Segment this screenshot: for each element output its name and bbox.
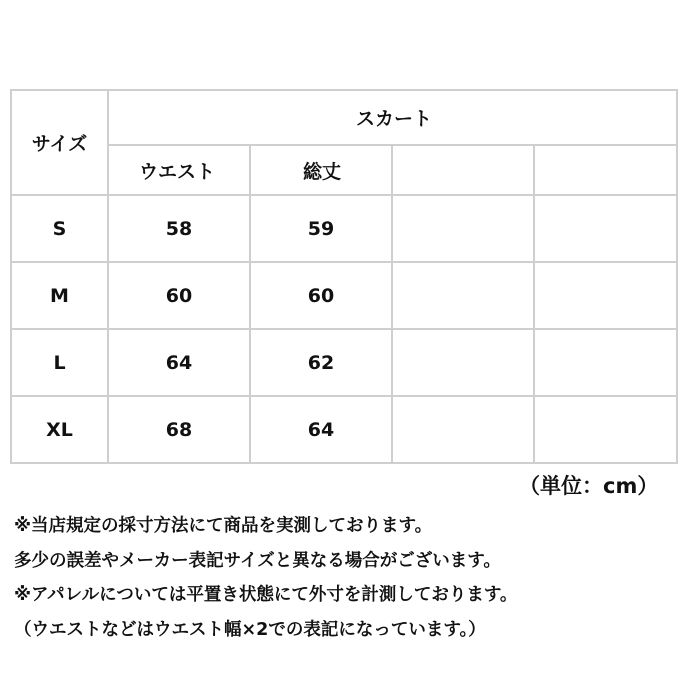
note-line: 多少の誤差やメーカー表記サイズと異なる場合がございます。: [14, 550, 501, 571]
empty-cell: [534, 262, 677, 329]
empty-cell: [534, 396, 677, 463]
note-line: ※アパレルについては平置き状態にて外寸を計測しております。: [14, 585, 518, 605]
length-cell: 62: [250, 329, 392, 396]
header-row-columns: [11, 145, 677, 196]
empty-cell: [534, 195, 677, 262]
unit-label: （単位：cm）: [519, 474, 659, 498]
notes-list: [14, 509, 694, 647]
table-row: [11, 396, 677, 463]
waist-cell: 68: [108, 396, 250, 463]
note-line: （ウエストなどはウエスト幅×2での表記になっています。）: [14, 619, 486, 640]
table-row: [11, 329, 677, 396]
length-cell: 64: [250, 396, 392, 463]
header-row-group: [11, 90, 677, 145]
empty-cell: [392, 396, 534, 463]
empty-cell: [534, 329, 677, 396]
empty-cell: [392, 329, 534, 396]
size-cell: L: [11, 329, 108, 396]
waist-cell: 64: [108, 329, 250, 396]
empty-cell: [392, 195, 534, 262]
skirt-header-cell: スカート: [108, 90, 677, 145]
note-line: ※当店規定の採寸方法にて商品を実測しております。: [14, 516, 433, 536]
empty-header-cell: [392, 145, 534, 196]
size-header-cell: サイズ: [11, 90, 108, 195]
empty-header-cell: [534, 145, 677, 196]
waist-cell: 60: [108, 262, 250, 329]
length-cell: 59: [250, 195, 392, 262]
empty-cell: [392, 262, 534, 329]
table-row: [11, 195, 677, 262]
length-cell: 60: [250, 262, 392, 329]
waist-cell: 58: [108, 195, 250, 262]
size-cell: M: [11, 262, 108, 329]
waist-header-cell: ウエスト: [108, 145, 250, 196]
size-chart-table: [10, 89, 678, 464]
size-cell: XL: [11, 396, 108, 463]
length-header-cell: 総丈: [250, 145, 392, 196]
size-cell: S: [11, 195, 108, 262]
table-row: [11, 262, 677, 329]
